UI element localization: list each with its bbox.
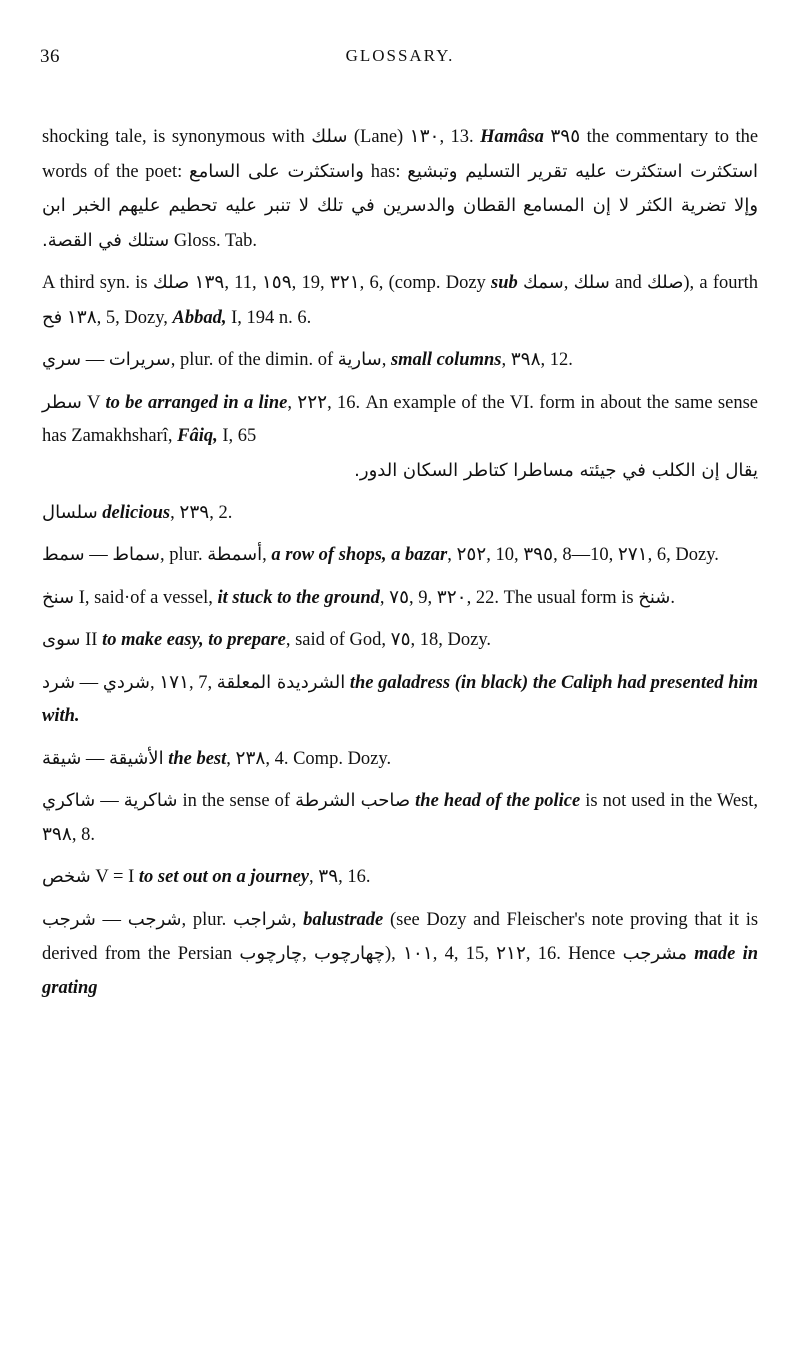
entry-ref: , said of God, ٧٥, 18, Dozy. [285,630,492,650]
headword: سمط [42,544,85,565]
entry-text: ), ١٠١, 4, 15, ٢١٢, 16. Hence [384,944,616,964]
intro-text: the commentary to the words of the poet: [42,127,759,182]
page-title: GLOSSARY. [345,46,455,65]
arabic-term: سماط [112,544,160,565]
headword: سوى [42,629,81,650]
entry-ref: , ٢٥٢, 10, ٣٩٥, 8—10, ٢٧١, 6, Dozy. [447,545,719,565]
definition: made in grating [42,944,759,998]
glossary-entry [42,581,758,616]
entry-text: A third syn. is [42,273,148,293]
entry-italic: sub [491,273,518,293]
arabic-term: الشرطة [295,790,356,811]
arabic-term: چهارچوب [313,943,385,964]
definition: the galadress (in black) the Caliph had presented him with. [42,672,759,726]
entry-form: V [87,392,101,413]
arabic-term: أسمطة [207,544,263,565]
entry-text: — [100,791,119,811]
entry-text: , [381,350,387,370]
headword: شيقة [42,747,82,769]
glossary-entry [42,538,758,573]
glossary-entry [42,496,758,531]
arabic-term: الشرديدة المعلقة [216,671,346,693]
entry-text: — [85,350,105,370]
arabic-quote: استكثرت استكثرت عليه تقرير التسليم وتبشيع الخبر ابن [42,160,759,216]
arabic-term: فح [42,306,63,328]
entry-text: , ١٧١, 7, [149,672,213,693]
arabic-quote: القطان والدسرين في تلك لا تنبر عليه تحطيم عليهم [118,195,517,216]
entry-text: ١٣٩, 11, ١٥٩, 19, ٣٢١, 6, (comp. Dozy [194,273,486,293]
entry-text: I, 194 n. 6. [231,307,312,328]
entry-form: V = I [95,867,135,887]
arabic-term: صلك [646,272,684,293]
glossary-entry [42,784,758,852]
arabic-term: شرجب [127,908,182,930]
arabic-term: سلك [573,272,610,293]
entry-text: , ٢٢٢, 16. An example of the VI. form in about the same sense has Zamakhsharî, [42,392,759,446]
entry-ref: , ٣٩٨, 12. [501,350,573,370]
arabic-term: مشرجب [622,943,688,964]
entry-ref: , ٢٣٩, 2. [170,502,233,523]
headword: شرد [42,671,76,693]
entry-text: , [563,273,574,293]
work-title: Fâiq, [177,426,218,446]
gloss-reference: Gloss. Tab. [173,230,258,251]
intro-paragraph [42,120,758,258]
intro-ref: (Lane) ١٣٠, 13. [353,127,474,147]
definition: delicious [102,502,171,523]
arabic-term: صاحب [360,790,411,811]
headword: سري [42,349,82,370]
entry-ref: , ٢٣٨, 4. Comp. Dozy. [226,748,392,769]
entry-text: and [615,273,642,293]
glossary-entry [42,386,758,488]
definition: the head of the police [415,791,581,811]
page-number: 36 [40,46,60,67]
arabic-term: شنخ [638,586,671,608]
definition: the best [168,748,227,769]
definition: it stuck to the ground [217,587,380,608]
entry-ref: , ٣٩, 16. [309,867,371,887]
entry-text: , [262,545,267,565]
arabic-quote: وإلا تضرية الكثر لا إن المسامع ستلك في القصة. [42,195,759,251]
glossary-body [42,120,758,1013]
arabic-term: الأشيقة [109,747,164,769]
arabic-quote: واستكثرت على السامع [189,160,365,182]
headword: شاكري [42,790,96,811]
arabic-term: چارچوب [239,943,303,964]
entry-text: , [291,909,297,930]
arabic-term: شاكرية [123,790,178,811]
arabic-term: شردي [102,671,150,693]
work-title: Hamâsa [480,127,544,147]
entry-ref: I, 65 [222,426,257,446]
glossary-entry [42,742,758,777]
glossary-entry [42,666,758,734]
arabic-term: سريرات [108,349,171,370]
entry-text: , ٧٥, 9, ٣٢٠, 22. The usual form is [379,587,634,608]
arabic-term: سارية [337,349,382,370]
arabic-term: سمك [523,272,564,293]
glossary-entry [42,266,758,335]
glossary-entry [42,903,758,1006]
entry-text: , plur. [181,909,227,930]
definition: to make easy, to prepare [102,630,286,650]
entry-text: in the sense of [182,791,291,811]
entry-text: I, said·of a vessel, [78,587,213,608]
glossary-entry [42,623,758,658]
glossary-entry [42,860,758,895]
definition: to set out on a journey [138,867,310,887]
arabic-quote: يقال إن الكلب في جيئته مساطرا كتاطر السكان الدور. [354,459,758,481]
entry-text: , [302,944,307,964]
entry-text: . [670,587,675,608]
entry-form: II [85,630,98,650]
headword: سلسال [42,501,98,523]
entry-text: , plur. [159,545,203,565]
entry-text: (see Dozy and Fleischer's note proving that it is derived from the Persian [42,909,759,964]
definition: a row of shops, a bazar [271,545,448,565]
arabic-term: شراجب [232,908,292,930]
arabic-term: سلك [311,126,348,147]
arabic-term: صلك [152,272,190,293]
intro-ref: ٣٩٥ [550,127,581,147]
glossary-entry [42,343,758,378]
headword: شرجب [42,908,96,930]
entry-text: ١٣٨, 5, Dozy, [66,307,168,328]
headword: سطر [42,391,82,413]
entry-text: — [89,545,108,565]
definition: small columns [390,350,502,370]
definition: to be arranged in a line [105,392,288,413]
entry-text: ), a fourth [683,273,759,293]
work-title: Abbad, [172,307,227,328]
definition: balustrade [303,909,384,930]
headword: سنخ [42,586,75,608]
entry-text: — [102,909,122,930]
entry-text: — [85,748,105,769]
entry-text: , plur. of the dimin. of [170,350,334,370]
entry-text: — [79,672,99,693]
headword: شخص [42,866,91,887]
entry-text: is not used in the West, ٣٩٨, 8. [42,791,759,845]
intro-text: has: [370,161,401,182]
running-head [40,46,760,74]
intro-text: shocking tale, is synonymous with [42,127,305,147]
